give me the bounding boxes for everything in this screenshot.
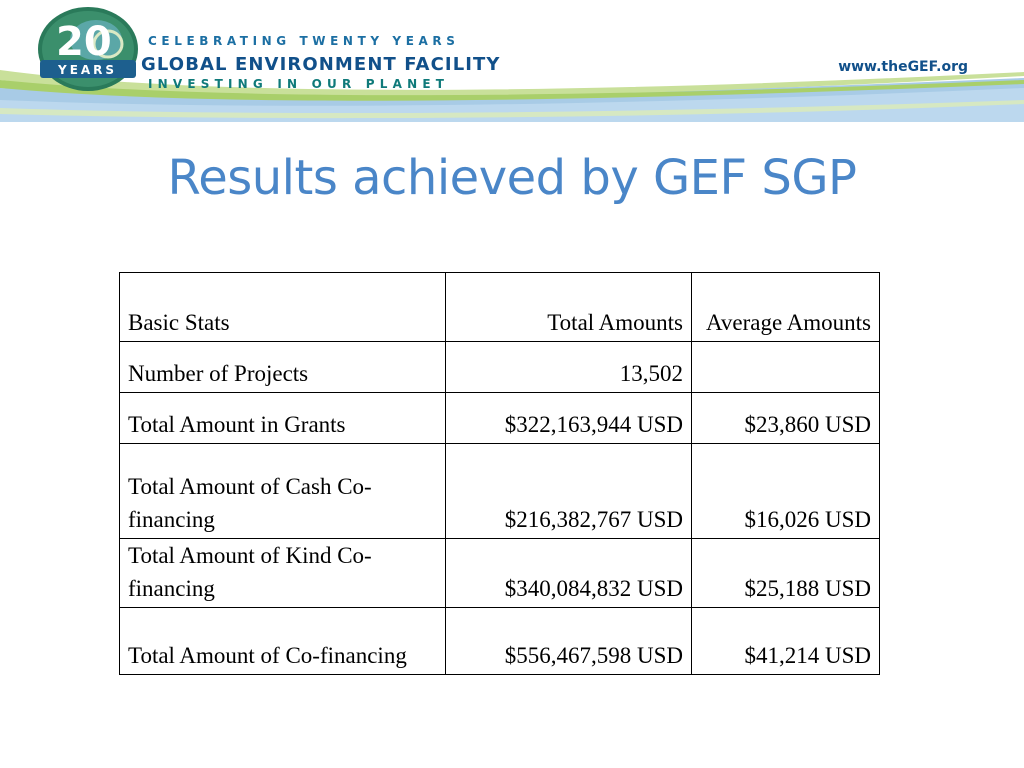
row-total: $216,382,767 USD bbox=[446, 444, 692, 539]
row-label: Total Amount of Co-financing bbox=[120, 608, 446, 675]
table-header-row bbox=[120, 273, 880, 342]
website-url: www.theGEF.org bbox=[838, 59, 968, 75]
header-average-amounts: Average Amounts bbox=[692, 273, 880, 342]
row-average bbox=[692, 342, 880, 393]
slide-title: Results achieved by GEF SGP bbox=[167, 150, 857, 206]
row-label: Number of Projects bbox=[120, 342, 446, 393]
badge-word: YEARS bbox=[58, 63, 118, 77]
row-total: $322,163,944 USD bbox=[446, 393, 692, 444]
row-average: $23,860 USD bbox=[692, 393, 880, 444]
header-banner bbox=[0, 0, 1024, 122]
badge-number: 20 bbox=[56, 19, 112, 65]
row-total: $556,467,598 USD bbox=[446, 608, 692, 675]
row-label: Total Amount of Cash Co-financing bbox=[120, 444, 446, 539]
table-row bbox=[120, 444, 880, 539]
row-total: $340,084,832 USD bbox=[446, 539, 692, 608]
row-label: Total Amount in Grants bbox=[120, 393, 446, 444]
table-row bbox=[120, 342, 880, 393]
row-average: $16,026 USD bbox=[692, 444, 880, 539]
row-total: 13,502 bbox=[446, 342, 692, 393]
header-basic-stats: Basic Stats bbox=[120, 273, 446, 342]
header-total-amounts: Total Amounts bbox=[446, 273, 692, 342]
org-name: GLOBAL ENVIRONMENT FACILITY bbox=[141, 54, 501, 75]
row-average: $41,214 USD bbox=[692, 608, 880, 675]
table-row bbox=[120, 539, 880, 608]
gef-20-years-logo bbox=[36, 4, 140, 92]
tagline-investing: INVESTING IN OUR PLANET bbox=[148, 77, 450, 91]
tagline-celebrating: CELEBRATING TWENTY YEARS bbox=[148, 34, 460, 48]
table-row bbox=[120, 393, 880, 444]
row-average: $25,188 USD bbox=[692, 539, 880, 608]
table-row bbox=[120, 608, 880, 675]
stats-table bbox=[119, 272, 880, 675]
row-label: Total Amount of Kind Co-financing bbox=[120, 539, 446, 608]
